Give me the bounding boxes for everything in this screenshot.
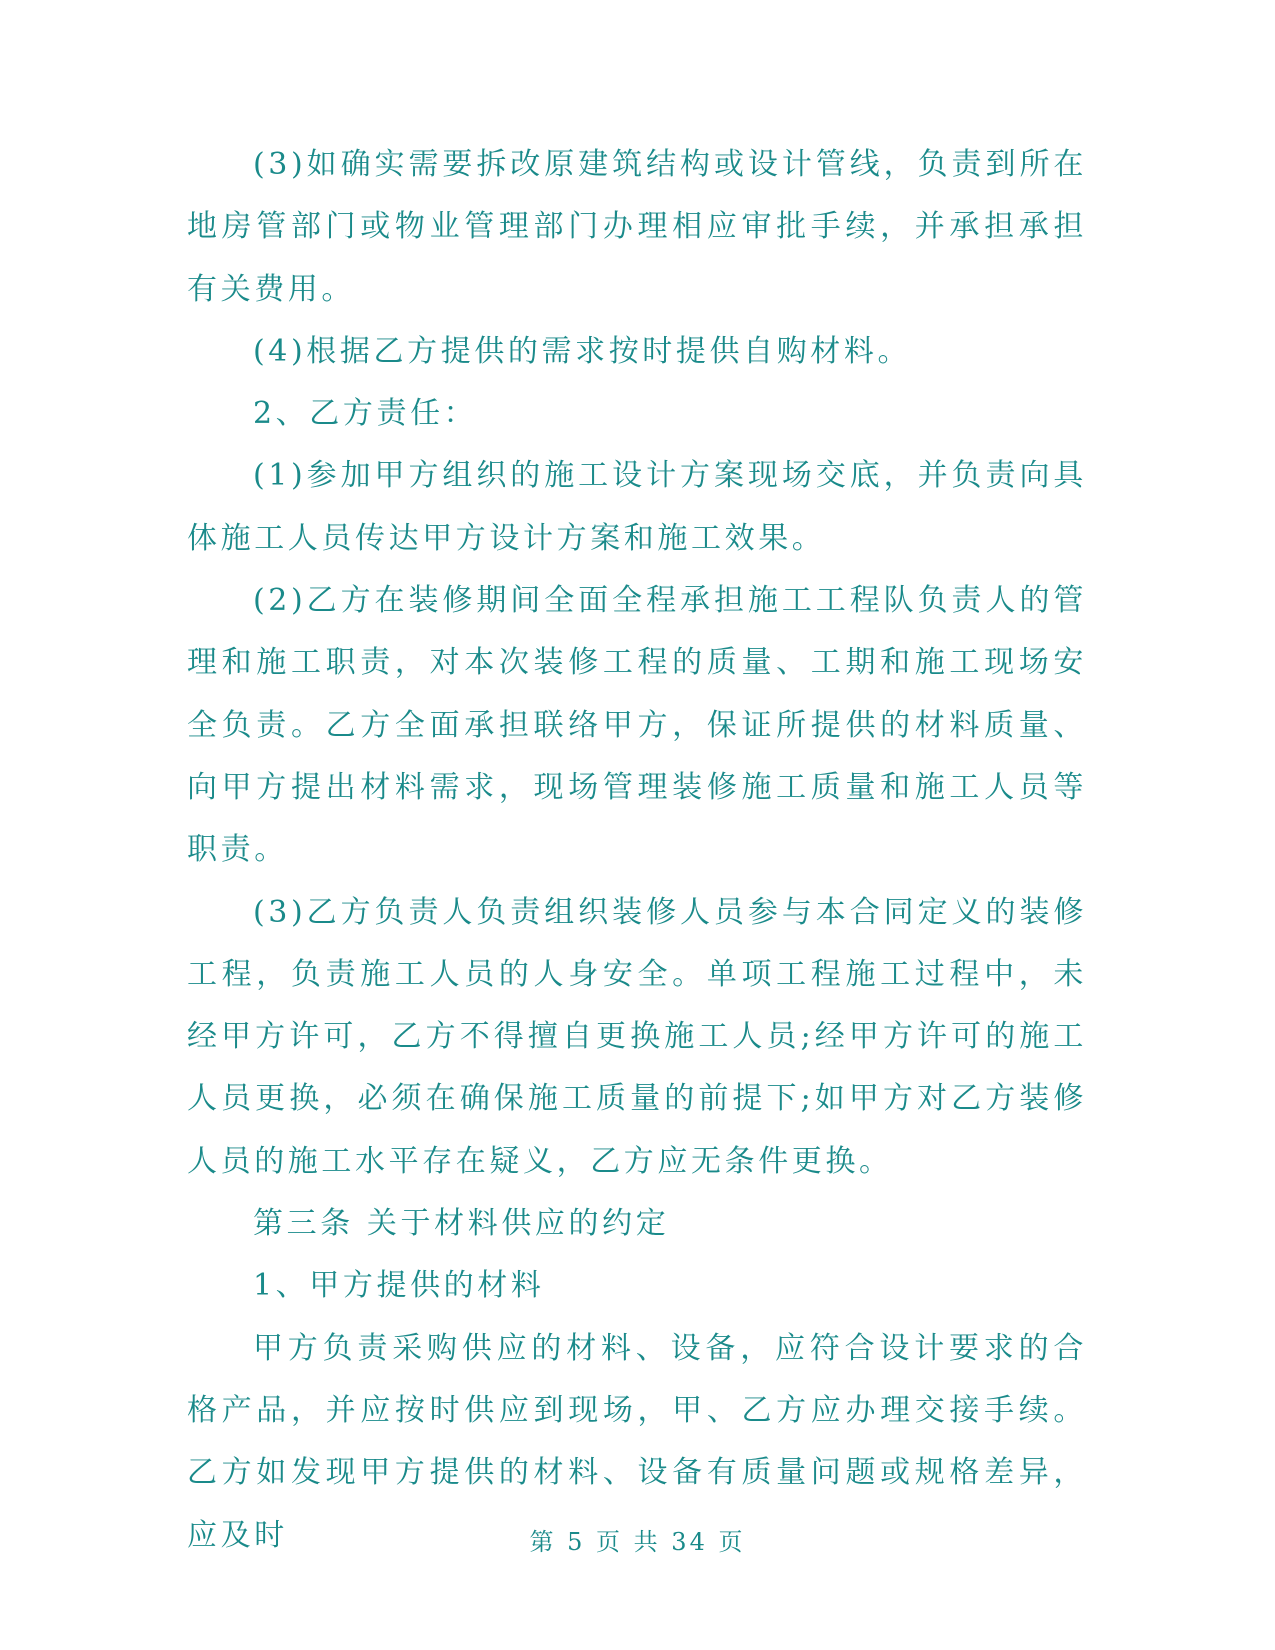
heading-owner-materials: 1、甲方提供的材料: [253, 1268, 545, 1304]
paragraph-owner-materials: 甲方负责采购供应的材料、设备，应符合设计要求的合格产品，并应按时供应到现场，甲、乙方应办理交接手续。乙方如发现甲方提供的材料、设备有质量问题或规格差异，应及时: [187, 1330, 1087, 1553]
heading-article-three: 第三条 关于材料供应的约定: [253, 1206, 670, 1242]
paragraph-contractor-duty-2: (2)乙方在装修期间全面全程承担施工工程队负责人的管理和施工职责，对本次装修工程的质量、工期和施工现场安全负责。乙方全面承担联络甲方，保证所提供的材料质量、向甲方提出材料需求，现场管理装修施工质量和施工人员等职责。: [187, 583, 1087, 868]
document-body: [187, 134, 1087, 1567]
paragraph-owner-duty-4: (4)根据乙方提供的需求按时提供自购材料。: [253, 333, 912, 369]
heading-contractor-duties: 2、乙方责任：: [253, 396, 478, 432]
paragraph-owner-duty-3: (3)如确实需要拆改原建筑结构或设计管线，负责到所在地房管部门或物业管理部门办理相应审批手续，并承担承担有关费用。: [187, 147, 1087, 307]
paragraph-contractor-duty-3: (3)乙方负责人负责组织装修人员参与本合同定义的装修工程，负责施工人员的人身安全。单项工程施工过程中，未经甲方许可，乙方不得擅自更换施工人员;经甲方许可的施工人员更换，必须在确保施工质量的前提下;如甲方对乙方装修人员的施工水平存在疑义，乙方应无条件更换。: [187, 894, 1087, 1179]
page-number-footer: 第 5 页 共 34 页: [529, 1528, 746, 1556]
paragraph-contractor-duty-1: (1)参加甲方组织的施工设计方案现场交底，并负责向具体施工人员传达甲方设计方案和施工效果。: [187, 458, 1087, 556]
